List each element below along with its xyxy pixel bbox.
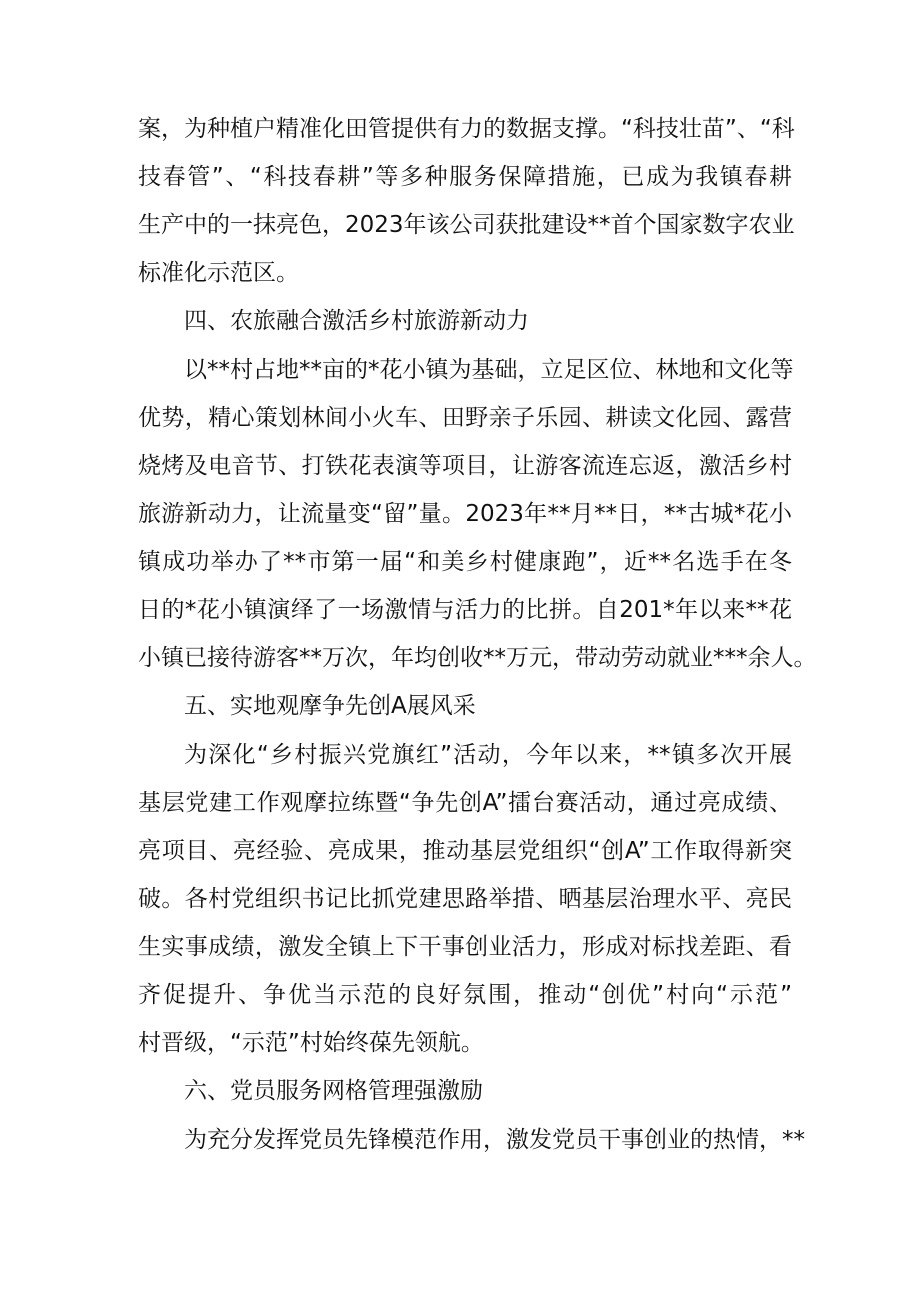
paragraph-line: 齐促提升、争优当示范的良好氛围，推动“创优”村向“示范” [138, 982, 792, 1008]
paragraph-line: 优势，精心策划林间小火车、田野亲子乐园、耕读文化园、露营 [138, 405, 792, 431]
section-heading-5: 五、实地观摩争先创A展风采 [184, 693, 476, 719]
paragraph-line: 标准化示范区。 [138, 260, 299, 286]
paragraph-line: 镇成功举办了**市第一届“和美乡村健康跑”，近**名选手在冬 [138, 549, 792, 575]
paragraph-line: 案，为种植户精准化田管提供有力的数据支撑。“科技壮苗”、“科 [138, 116, 795, 142]
paragraph-line: 为充分发挥党员先锋模范作用，激发党员干事创业的热情，** [184, 1127, 805, 1153]
paragraph-line: 为深化“乡村振兴党旗红”活动，今年以来，**镇多次开展 [184, 742, 792, 768]
paragraph-line: 日的*花小镇演绎了一场激情与活力的比拼。自201*年以来**花 [138, 597, 792, 623]
paragraph-line: 小镇已接待游客**万次，年均创收**万元，带动劳动就业***余人。 [138, 645, 817, 671]
paragraph-line: 亮项目、亮经验、亮成果，推动基层党组织“创A”工作取得新突 [138, 838, 792, 864]
paragraph-line: 烧烤及电音节、打铁花表演等项目，让游客流连忘返，激活乡村 [138, 453, 792, 479]
paragraph-line: 以**村占地**亩的*花小镇为基础，立足区位、林地和文化等 [184, 357, 794, 383]
section-heading-6: 六、党员服务网格管理强激励 [184, 1078, 483, 1104]
paragraph-line: 生产中的一抹亮色，2023年该公司获批建设**首个国家数字农业 [138, 212, 795, 238]
paragraph-line: 生实事成绩，激发全镇上下干事创业活力，形成对标找差距、看 [138, 934, 792, 960]
section-heading-4: 四、农旅融合激活乡村旅游新动力 [184, 308, 529, 334]
paragraph-line: 基层党建工作观摩拉练暨“争先创A”擂台赛活动，通过亮成绩、 [138, 790, 792, 816]
paragraph-line: 技春管”、“科技春耕”等多种服务保障措施，已成为我镇春耕 [138, 164, 792, 190]
paragraph-line: 村晋级，“示范”村始终葆先领航。 [138, 1030, 484, 1056]
paragraph-line: 旅游新动力，让流量变“留”量。2023年**月**日，**古城*花小 [138, 501, 792, 527]
paragraph-line: 破。各村党组织书记比抓党建思路举措、晒基层治理水平、亮民 [138, 886, 792, 912]
